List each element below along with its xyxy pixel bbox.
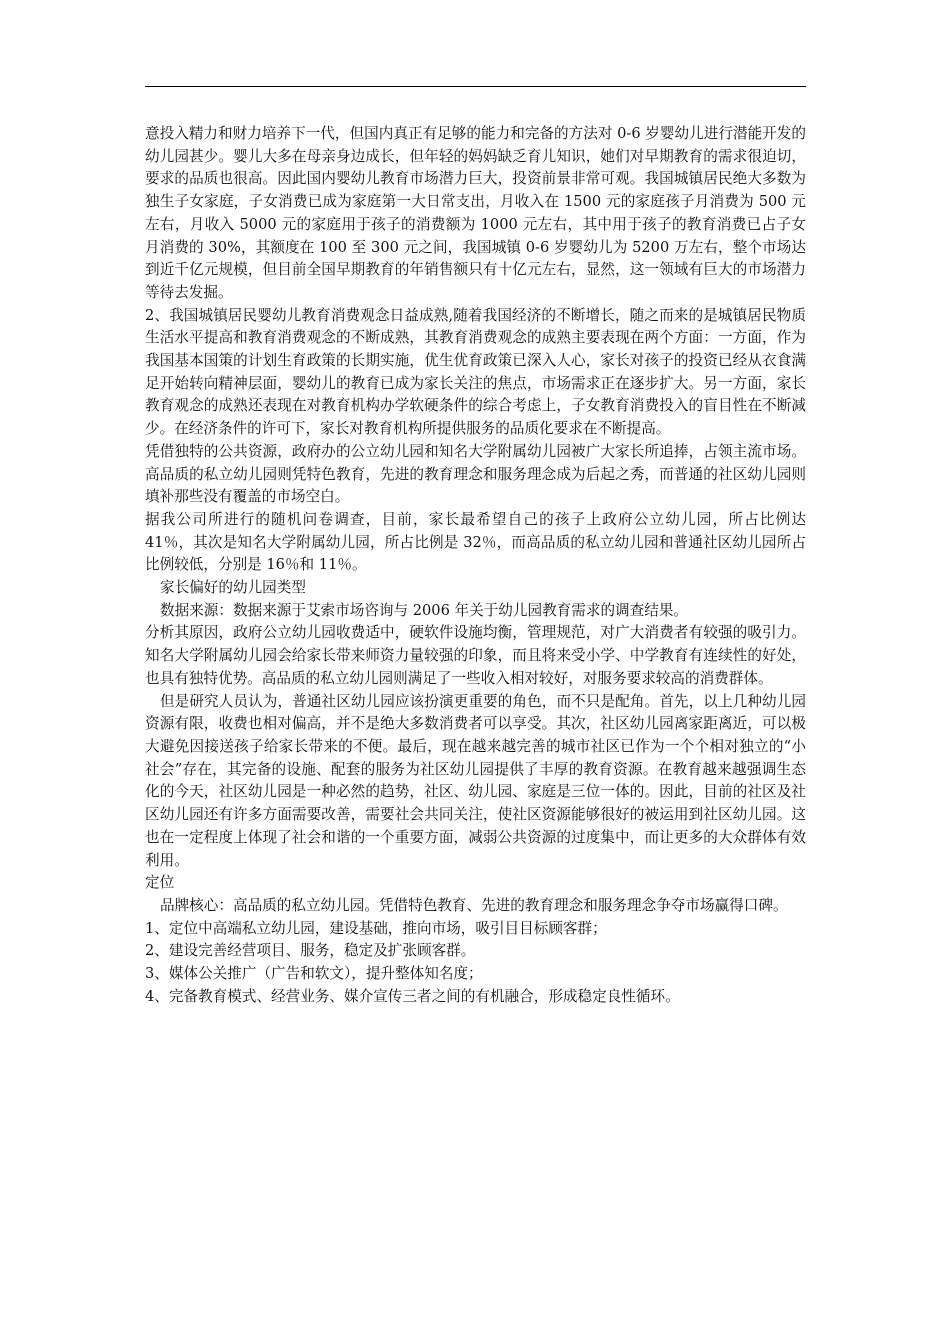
paragraph-community-kindergarten: 但是研究人员认为，普通社区幼儿园应该扮演更重要的角色，而不只是配角。首先，以上几种幼儿园资源有限，收费也相对偏高，并不是绝大多数消费者可以享受。其次，社区幼儿园离家距离近，可以极大避免因接送孩子给家长带来的不便。最后，现在越来越完善的城市社区已作为一个个相对独立的“小社会”存在，其完备的设施、配套的服务为社区幼儿园提供了丰厚的教育资源。在教育越来越强调生态化的今天，社区幼儿园是一种必然的趋势，社区、幼儿园、家庭是三位一体的。因此，目前的社区及社区幼儿园还有许多方面需要改善，需要社会共同关注，使社区资源能够很好的被运用到社区幼儿园。这也在一定程度上体现了社会和谐的一个重要方面，减弱公共资源的过度集中，而让更多的大众群体有效利用。 [145,692,806,869]
header-rule [145,86,806,87]
data-source-note: 数据来源：数据来源于艾索市场咨询与 2006 年关于幼儿园教育需求的调查结果。 [160,601,689,619]
list-item-4: 4、完备教育模式、经营业务、媒介宣传三者之间的有机融合，形成稳定良性循环。 [145,987,680,1005]
list-item-3: 3、媒体公关推广（广告和软文），提升整体知名度； [145,965,483,983]
paragraph-brand-core: 品牌核心：高品质的私立幼儿园。凭借特色教育、先进的教育理念和服务理念争夺市场赢得口碑。 [160,896,788,914]
section-heading-positioning: 定位 [145,874,175,892]
paragraph-market-potential: 意投入精力和财力培养下一代，但国内真正有足够的能力和完备的方法对 0-6 岁婴幼儿进行潜能开发的幼儿园甚少。婴儿大多在母亲身边成长，但年轻的妈妈缺乏育儿知识，她们对早期教育的需求很迫切，要求的品质也很高。因此国内婴幼儿教育市场潜力巨大，投资前景非常可观。我国城镇居民绝大多数为独生子女家庭，子女消费已成为家庭第一大日常支出，月收入在 1500 元的家庭孩子月消费为 500 元左右，月收入 5000 元的家庭用于孩子的消费额为 1000 元左右，其中用于孩子的教育消费已占子女月消费的 30%，其额度在 100 至 300 元之间，我国城镇 0-6 岁婴幼儿为 5200 万左右，整个市场达到近千亿元规模，但目前全国早期教育的年销售额只有十亿元左右，显然，这一领域有巨大的市场潜力等待去发掘。 [145,125,806,301]
paragraph-survey-results: 据我公司所进行的随机问卷调查，目前，家长最希望自己的孩子上政府公立幼儿园，所占比例达 41％，其次是知名大学附属幼儿园，所占比例是 32％，而高品质的私立幼儿园和普通社区幼儿园所占比例较低，分别是 16％和 11％。 [145,510,806,574]
paragraph-analysis: 分析其原因，政府公立幼儿园收费适中，硬软件设施均衡，管理规范，对广大消费者有较强的吸引力。知名大学附属幼儿园会给家长带来师资力量较强的印象，而且将来受小学、中学教育有连续性的好处，也具有独特优势。高品质的私立幼儿园则满足了一些收入相对较好，对服务要求较高的消费群体。 [145,624,806,687]
document-body [145,123,806,1008]
paragraph-consumption-concept: 2、我国城镇居民婴幼儿教育消费观念日益成熟,随着我国经济的不断增长，随之而来的是城镇居民物质生活水平提高和教育消费观念的不断成熟，其教育消费观念的成熟主要表现在两个方面：一方面，作为我国基本国策的计划生育政策的长期实施，优生优育政策已深入人心，家长对孩子的投资已经从衣食满足开始转向精神层面，婴幼儿的教育已成为家长关注的焦点，市场需求正在逐步扩大。另一方面，家长教育观念的成熟还表现在对教育机构办学软硬条件的综合考虑上，子女教育消费投入的盲目性在不断减少。在经济条件的许可下，家长对教育机构所提供服务的品质化要求在不断提高。 [145,306,806,438]
figure-caption: 家长偏好的幼儿园类型 [160,579,306,597]
paragraph-public-resources: 凭借独特的公共资源，政府办的公立幼儿园和知名大学附属幼儿园被广大家长所追捧，占领主流市场。高品质的私立幼儿园则凭特色教育，先进的教育理念和服务理念成为后起之秀，而普通的社区幼儿园则填补那些没有覆盖的市场空白。 [145,442,806,506]
list-item-2: 2、建设完善经营项目、服务，稳定及扩张顾客群。 [145,942,476,960]
list-item-1: 1、定位中高端私立幼儿园，建设基础，推向市场，吸引目目标顾客群； [145,919,607,937]
